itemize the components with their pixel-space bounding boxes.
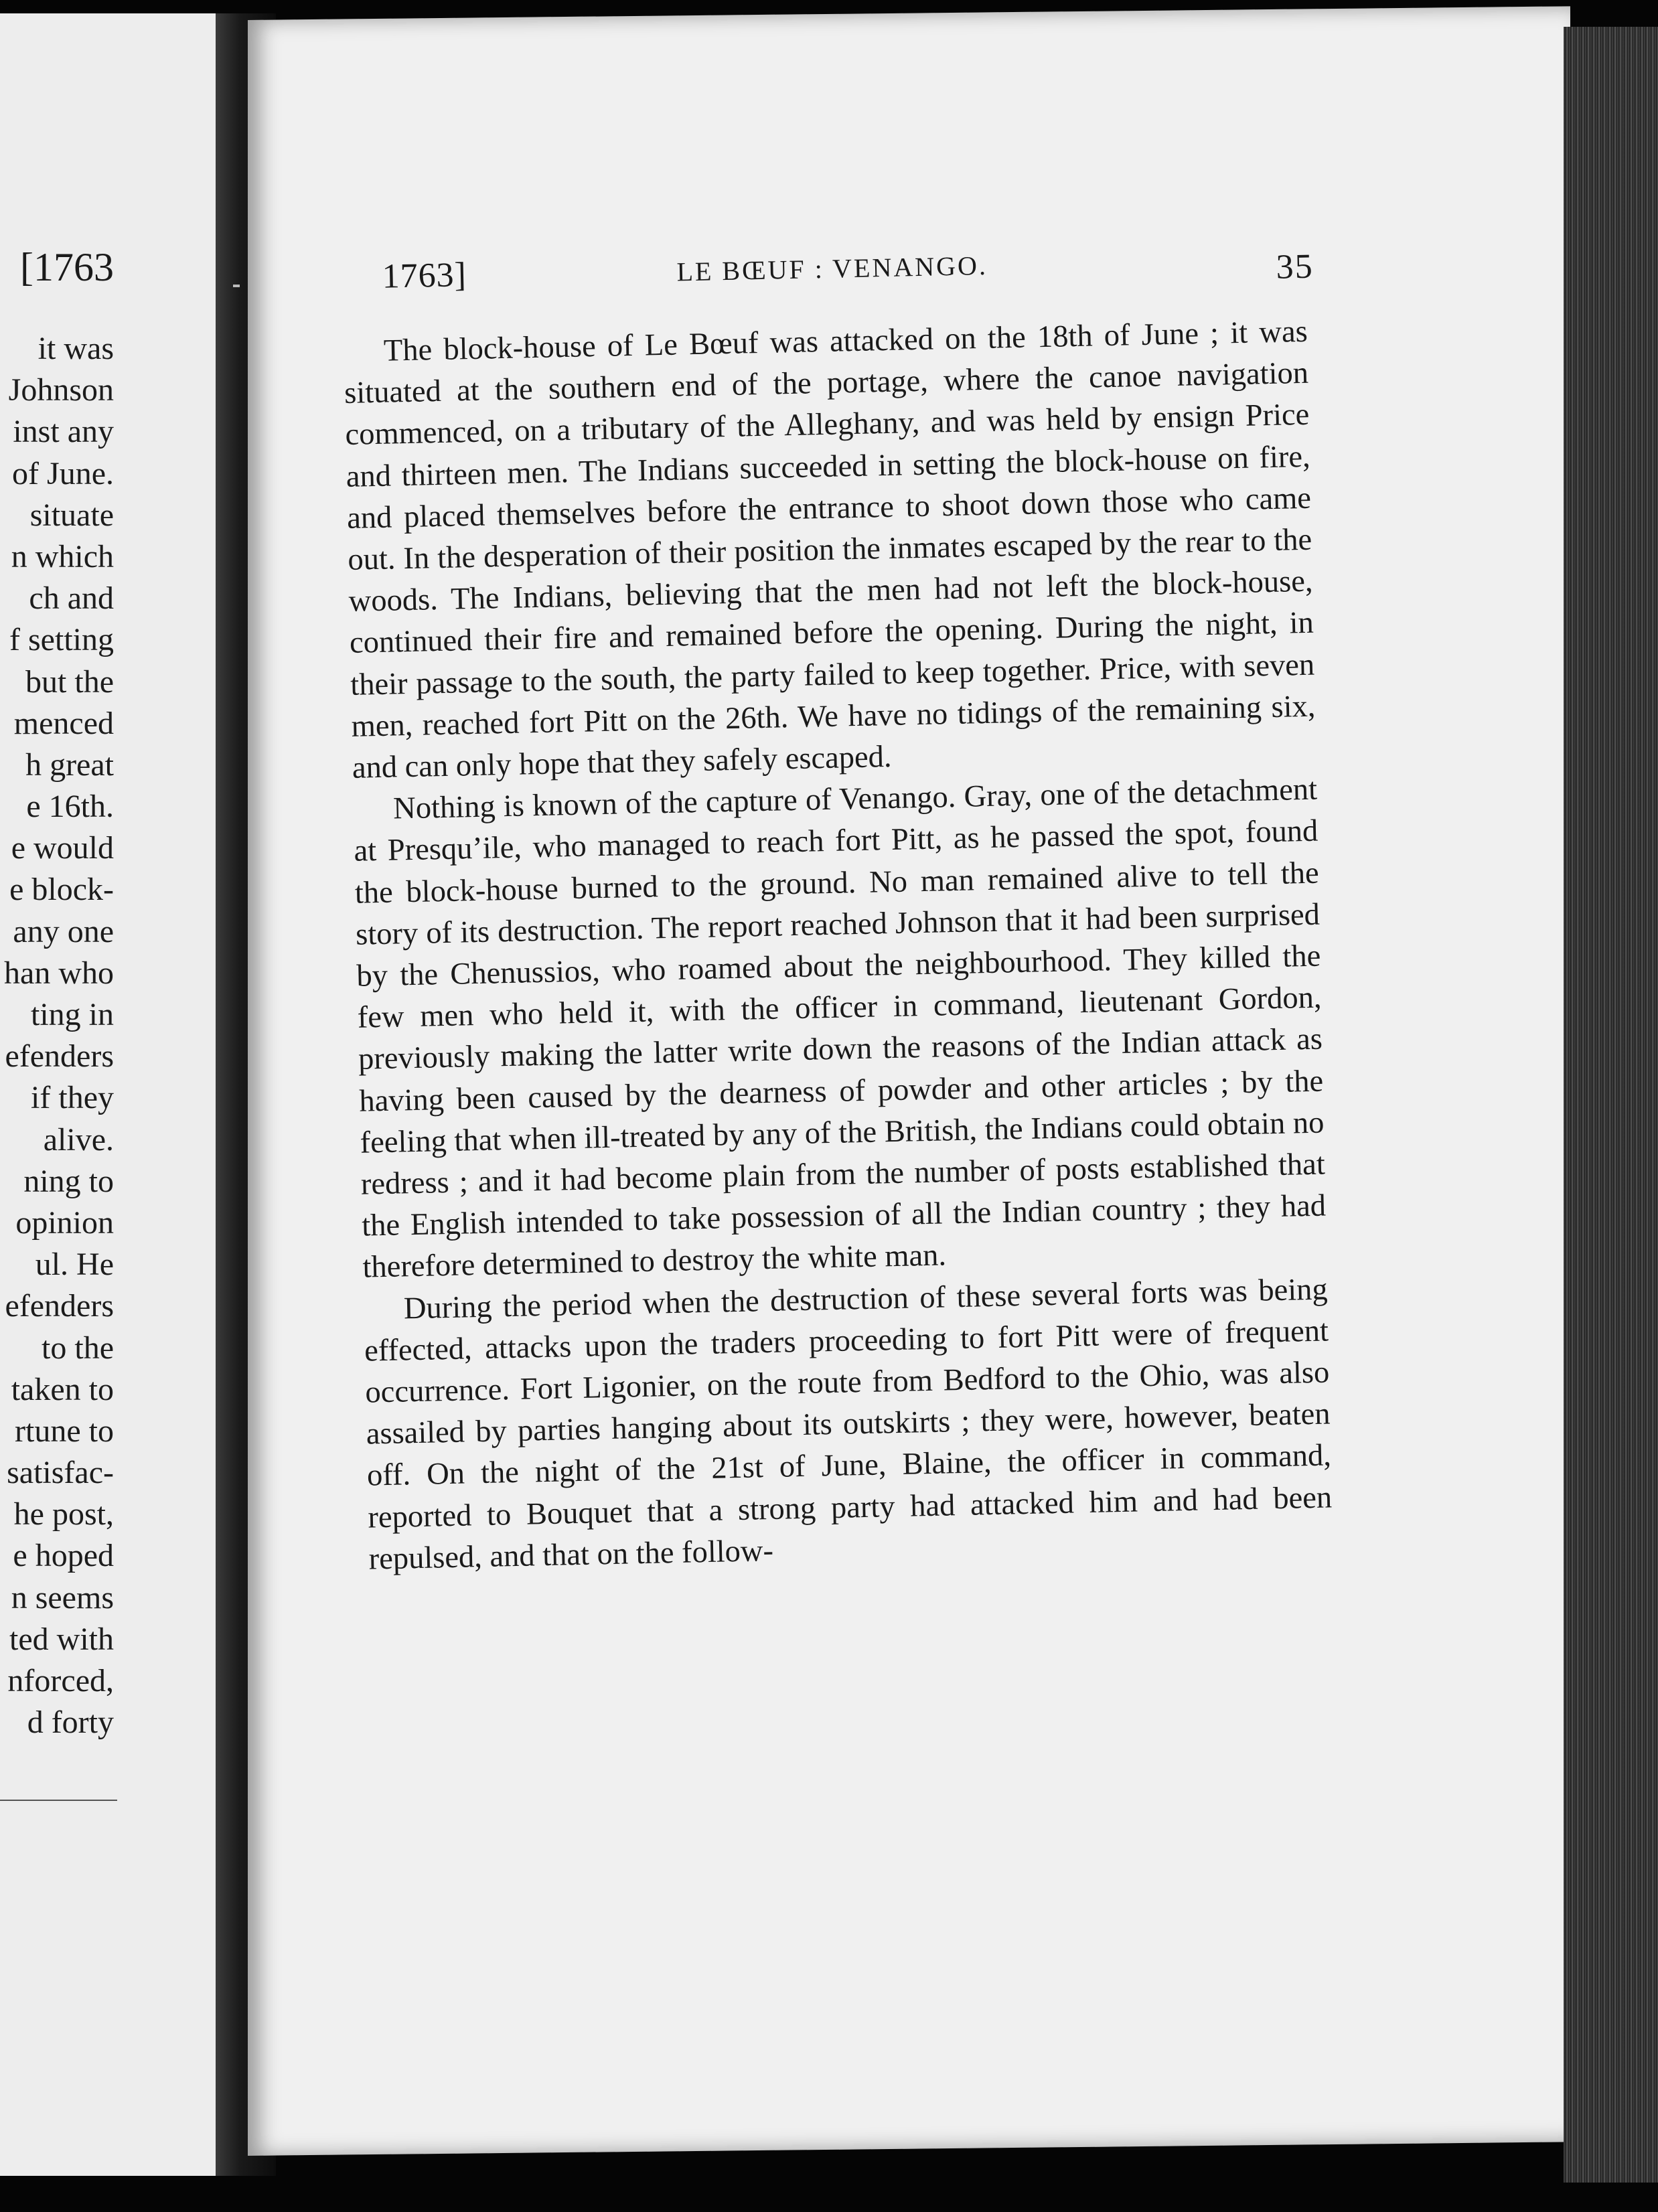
left-page-line: n which — [11, 538, 114, 574]
left-page-line: e 16th. — [26, 789, 114, 825]
left-page-line: Johnson — [8, 372, 114, 408]
left-page-line: if they — [31, 1080, 114, 1116]
left-page-line: ted with — [9, 1621, 114, 1657]
left-page-line: it was — [37, 331, 114, 366]
left-page-line: h great — [25, 746, 114, 783]
page-text-block — [342, 238, 1333, 1581]
paragraph: Nothing is known of the capture of Venango. Gray, one of the detachment at Presqu’ile, who managed to reach fort Pitt, as he passed the spot, found the block-house burned to the ground. No man remained alive to tell the story of its destruction. The report reached Johnson that it had been surprised by the Chenussios, who roamed about the neighbourhood. They killed the few men who held it, with the officer in command, lieutenant Gordon, previously making the latter write down the reasons of the Indian attack as having been caused by the dearness of powder and other articles ; by the feeling that when ill-treated by any of the British, the Indians could obtain no redress ; and it had become plain from the number of posts established that the English intended to take possession of all the Indian country ; they had therefore determined to destroy the white man. — [354, 772, 1327, 1285]
left-page-line: e hoped — [13, 1538, 114, 1574]
left-page-line: any one — [13, 913, 114, 949]
left-page — [0, 13, 224, 2176]
left-page-line: n seems — [11, 1579, 114, 1615]
left-page-line: nforced, — [7, 1663, 114, 1698]
left-page-line: han who — [4, 955, 114, 991]
left-page-line: opinion — [15, 1204, 114, 1241]
left-page-text — [4, 328, 114, 1743]
body-text — [343, 311, 1333, 1581]
running-head-year: 1763] — [382, 256, 467, 296]
left-page-line: ul. He — [35, 1247, 114, 1283]
left-page-line: inst any — [13, 414, 114, 450]
running-head-title: LE BŒUF : VENANGO. — [676, 250, 988, 287]
left-page-line: alive. — [43, 1121, 114, 1158]
left-page-line: rtune to — [15, 1413, 114, 1449]
gutter-mark — [233, 285, 240, 287]
left-page-line: ting in — [30, 997, 114, 1032]
left-page-line: e block- — [9, 872, 114, 908]
left-page-line: situate — [29, 497, 114, 533]
left-page-line: efenders — [5, 1288, 114, 1324]
left-page-line: but the — [25, 663, 114, 700]
left-page-line: f setting — [9, 622, 114, 658]
paragraph: During the period when the destruction of these several forts was being effected, attacks upon the traders proceeding to fort Pitt were of frequent occurrence. Fort Ligonier, on the route from Bedford to the Ohio, was also assailed by parties hanging about its outskirts ; they were, however, beaten off. On the night of the 21st of June, Blaine, the officer in command, reported to Bouquet that a strong party had attacked him and had been repulsed, and that on the follow- — [364, 1272, 1333, 1577]
left-page-line: e would — [11, 830, 114, 866]
left-page-line: ning to — [23, 1163, 114, 1199]
left-page-line: ch and — [29, 580, 114, 617]
footnote-rule — [0, 1800, 117, 1801]
left-page-line: d forty — [27, 1705, 114, 1741]
left-page-line: of June. — [12, 455, 114, 491]
page-edges — [1564, 27, 1658, 2183]
left-page-line: efenders — [5, 1038, 114, 1075]
left-page-line: satisfac- — [7, 1455, 114, 1491]
left-running-head: [1763 — [20, 245, 114, 289]
left-page-line: he post, — [13, 1496, 114, 1532]
page-number: 35 — [1276, 247, 1314, 287]
left-page-line: menced — [13, 705, 114, 741]
paragraph: The block-house of Le Bœuf was attacked on the 18th of June ; it was situated at the southern end of the portage, where the canoe navigation commenced, on a tributary of the Alleghany, and was held by ensign Price and thirteen men. The Indians succeeded in setting the block-house on fire, and placed themselves before the entrance to shoot down those who came out. In the desperation of their position the inmates escaped by the rear to the woods. The Indians, believing that the men had not left the block-house, continued their fire and remained before the opening. During the night, in their passage to the south, the party failed to keep together. Price, with seven men, reached fort Pitt on the 26th. We have no tidings of the remaining six, and can only hope that they safely escaped. — [344, 314, 1316, 785]
left-page-line: taken to — [11, 1371, 114, 1407]
left-page-line: to the — [42, 1330, 114, 1366]
